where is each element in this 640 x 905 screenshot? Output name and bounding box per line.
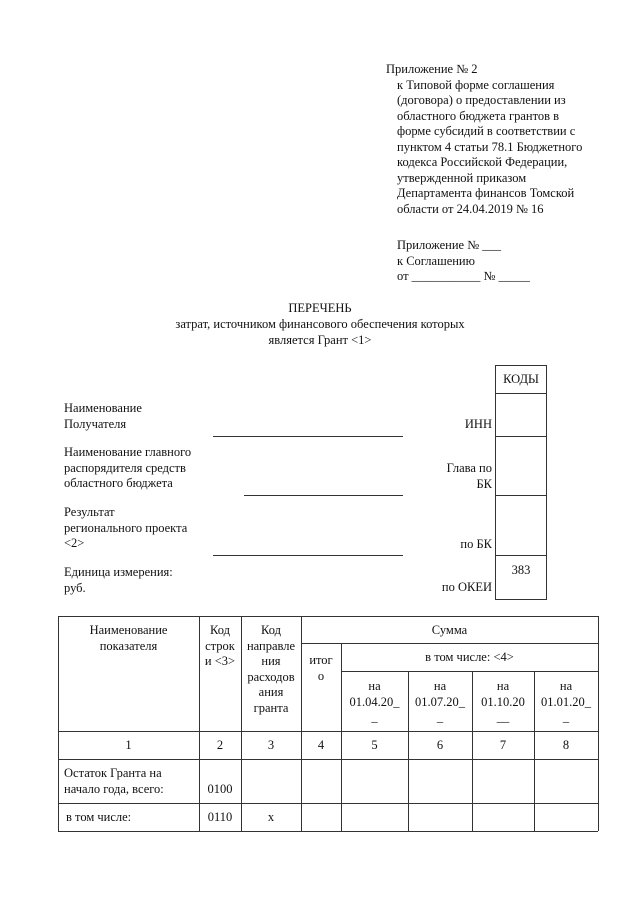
col-header-line: 01.04.20_ (349, 694, 400, 709)
gpbs-label-line: Наименование главного (64, 445, 192, 459)
col-header-date (472, 679, 534, 726)
col-header-line: на (496, 679, 510, 693)
col-header-line: ания (258, 685, 284, 699)
col-header-line: итог (309, 653, 333, 667)
recipient-label-line: Наименование (64, 401, 142, 415)
appendix-line: форме субсидий в соответствии с (397, 124, 576, 138)
project-label-line: <2> (64, 536, 85, 550)
appendix-line: кодекса Российской Федерации, (397, 155, 568, 169)
project-field[interactable] (213, 555, 403, 556)
col-header-name (58, 623, 199, 654)
col-header-line: на (368, 679, 381, 693)
col-header-sum: Сумма (431, 623, 468, 637)
inn-label: ИНН (464, 417, 492, 431)
unit-label (64, 565, 173, 596)
col-header-line: ния (261, 654, 281, 668)
project-label-line: регионального проекта (64, 520, 188, 535)
col-number: 5 (371, 738, 378, 752)
col-header-line: гранта (253, 700, 289, 715)
table-row-name (64, 810, 199, 826)
recipient-label (64, 401, 142, 432)
col-header-line: _ (371, 710, 378, 724)
row-name-line: Остаток Гранта на (64, 766, 162, 780)
appendix-note (386, 62, 626, 217)
col-number: 1 (125, 738, 132, 752)
okei-code-value: 383 (511, 563, 531, 577)
col-header-line: __ (496, 710, 510, 724)
agreement-number: Приложение № ___ (397, 238, 502, 252)
col-header-code (199, 623, 241, 670)
col-header-line: о (317, 668, 325, 683)
document-title: ПЕРЕЧЕНЬ (288, 301, 352, 315)
glava-label-line: БК (476, 476, 492, 491)
col-header-line: _ (562, 710, 570, 724)
document-subtitle: затрат, источником финансового обеспечения которых (175, 317, 465, 331)
table-row-code: 0110 (207, 810, 233, 824)
row-name-line: начало года, всего: (64, 781, 164, 796)
col-number: 8 (562, 738, 570, 752)
pobk-label: по БК (460, 537, 492, 551)
document-subtitle: является Грант <1> (268, 333, 372, 347)
table-row-code: 0100 (207, 782, 233, 796)
col-header-line: 01.07.20_ (415, 694, 465, 709)
appendix-line: утвержденной приказом (397, 170, 527, 185)
col-header-line: расходов (247, 669, 295, 684)
col-header-line: на (433, 679, 447, 693)
col-number: 6 (436, 738, 444, 752)
unit-label-line: Единица измерения: (64, 565, 173, 579)
gpbs-label (64, 445, 191, 492)
appendix-line: области от 24.04.2019 № 16 (397, 201, 544, 216)
col-header-line: показателя (99, 638, 158, 653)
gpbs-label-line: распорядителя средств (64, 460, 186, 475)
codes-header: КОДЫ (503, 372, 539, 386)
glava-label-line: Глава по (446, 461, 492, 475)
col-header-line: Код (210, 623, 230, 637)
agreement-label: к Соглашению (397, 253, 475, 268)
col-number: 3 (267, 738, 275, 752)
agreement-date: от ___________ № _____ (397, 269, 530, 283)
col-header-line: на (559, 679, 573, 693)
col-header-line: Наименование (89, 623, 168, 637)
table-row-name (64, 766, 199, 797)
col-header-line: 01.01.20_ (541, 694, 591, 709)
appendix-line: к Типовой форме соглашения (397, 77, 555, 92)
row-name-line: в том числе: (66, 810, 132, 824)
col-header-date (534, 679, 598, 726)
col-header-date (341, 679, 408, 726)
project-label-line: Результат (64, 505, 115, 519)
col-header-line: Код (261, 623, 281, 637)
unit-label-line: руб. (64, 580, 86, 595)
col-header-line: строк (205, 638, 235, 653)
glava-label (420, 461, 492, 492)
gpbs-field[interactable] (244, 495, 403, 496)
okei-label: по ОКЕИ (441, 580, 492, 594)
col-header-direction (241, 623, 301, 716)
gpbs-label-line: областного бюджета (64, 476, 173, 490)
project-label (64, 505, 187, 552)
col-header-line: и <3> (204, 654, 236, 668)
recipient-field[interactable] (213, 436, 403, 437)
appendix-line: Департамента финансов Томской (397, 186, 575, 200)
appendix-line: областного бюджета грантов в (397, 108, 560, 123)
recipient-label-line: Получателя (64, 416, 127, 431)
col-header-total (301, 653, 341, 684)
col-header-line: _ (436, 710, 444, 724)
appendix-line: Приложение № 2 (386, 62, 478, 76)
appendix-line: (договора) о предоставлении из (397, 93, 566, 107)
table-row-direction: x (267, 810, 275, 824)
col-number: 2 (216, 738, 224, 752)
col-header-line: направле (246, 638, 296, 653)
col-number: 7 (499, 738, 507, 752)
col-number: 4 (317, 738, 325, 752)
agreement-reference (397, 238, 617, 285)
col-header-date (408, 679, 472, 726)
col-header-including: в том числе: <4> (425, 650, 514, 664)
appendix-line: пунктом 4 статьи 78.1 Бюджетного (397, 139, 583, 154)
col-header-line: 01.10.20 (481, 694, 525, 709)
